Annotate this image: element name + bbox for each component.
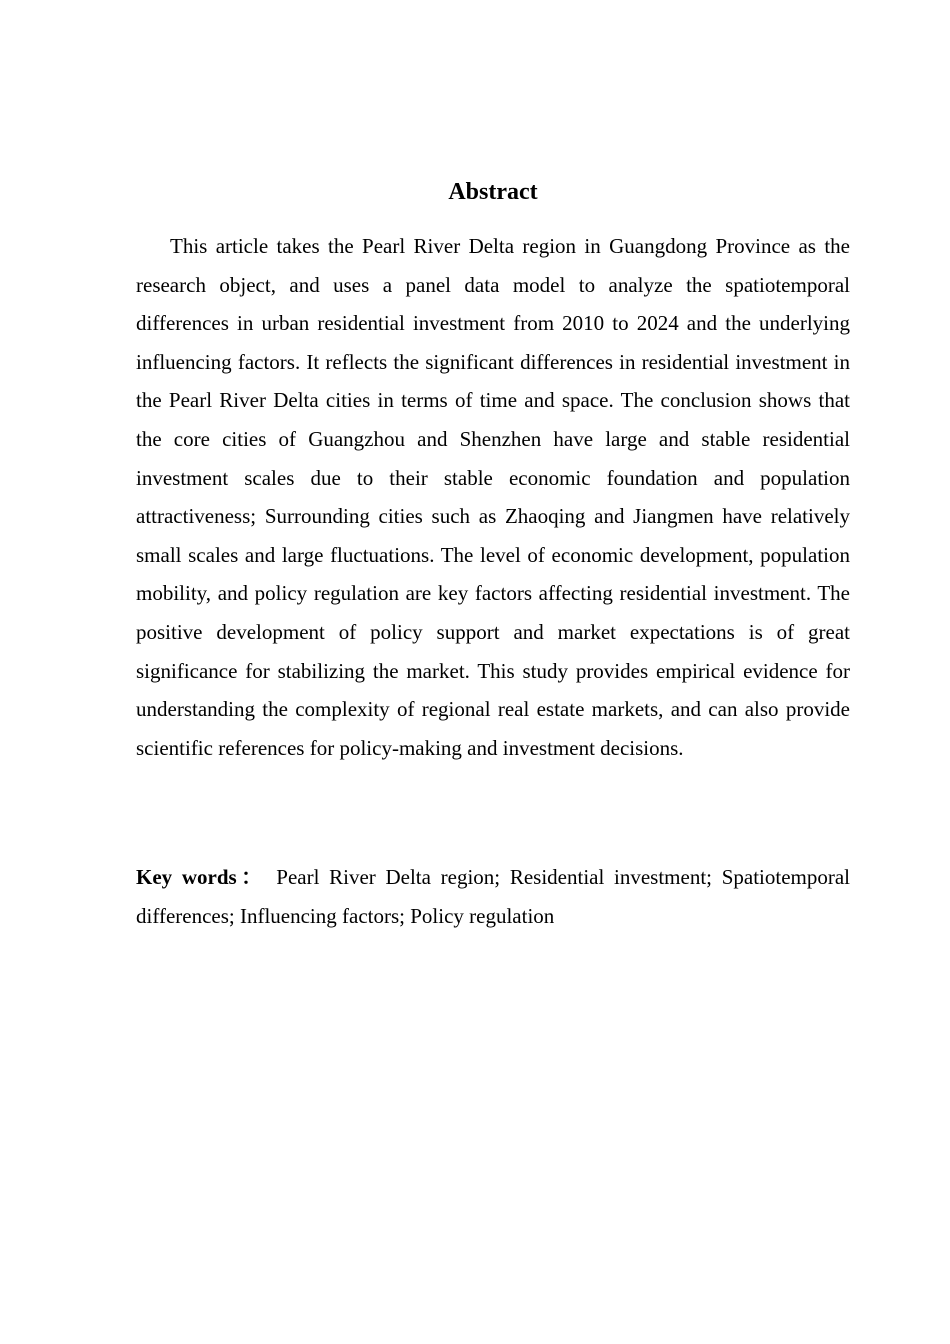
abstract-title: Abstract <box>448 179 538 205</box>
keywords-label: Key words： <box>136 865 267 889</box>
abstract-body: This article takes the Pearl River Delta region in Guangdong Province as the research object, and uses a panel data model to analyze the spatiotemporal differences in urban residential investment from 2010 to 2024 and the underlying influencing factors. It reflects the significant differences in residential investment in the Pearl River Delta cities in terms of time and space. The conclusion shows that the core cities of Guangzhou and Shenzhen have large and stable residential investment scales due to their stable economic foundation and population attractiveness; Surrounding cities such as Zhaoqing and Jiangmen have relatively small scales and large fluctuations. The level of economic development, population mobility, and policy regulation are key factors affecting residential investment. The positive development of policy support and market expectations is of great significance for stabilizing the market. This study provides empirical evidence for understanding the complexity of regional real estate markets, and can also provide scientific references for policy-making and investment decisions. <box>136 234 850 760</box>
keywords-text: Pearl River Delta region; Residential investment; Spatiotemporal differences; Influencing factors; Policy regulation <box>136 865 851 928</box>
keywords-paragraph <box>136 858 850 935</box>
